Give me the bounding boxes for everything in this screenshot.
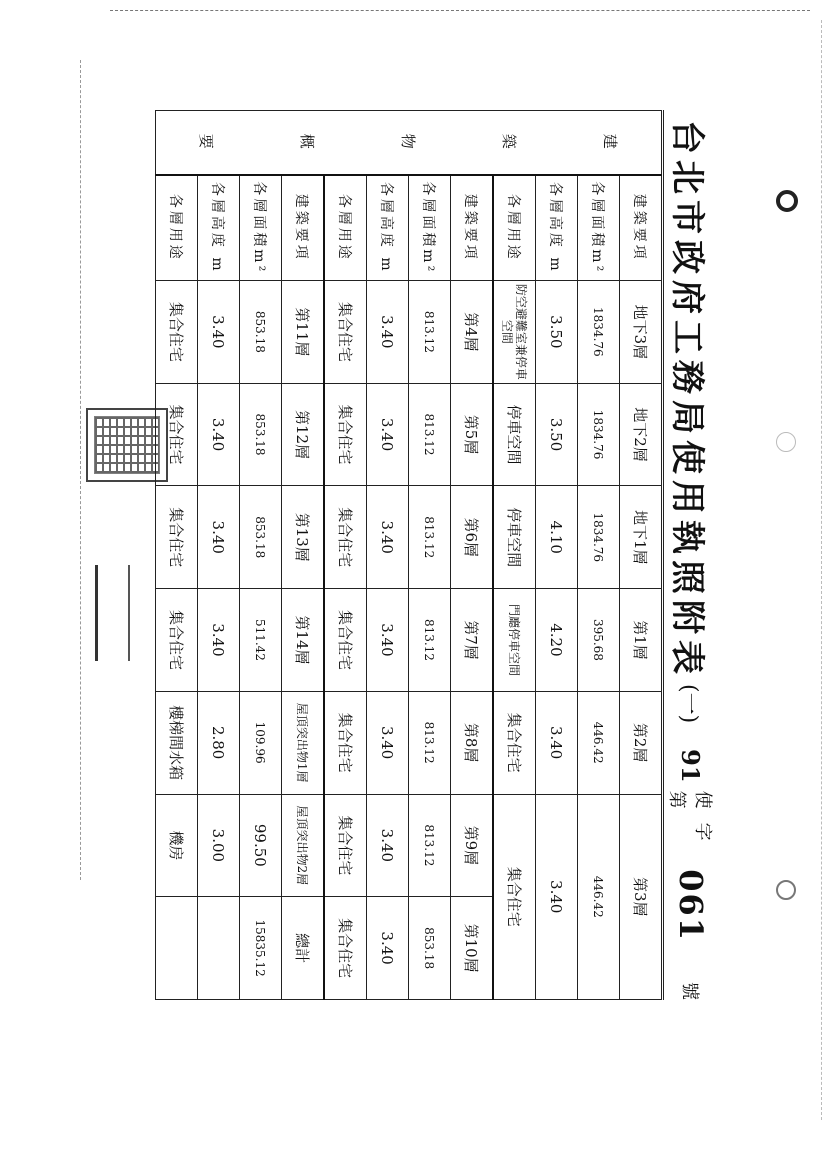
cell-height: 4.10 [536,486,578,589]
cell-height: 3.40 [367,281,409,384]
doc-number: 061 [672,869,710,942]
row-header-use: 各層用途 [324,175,367,281]
cell-area: 1834.76 [578,383,620,486]
cell-item: 第1層 [620,589,662,692]
cell-height: 3.40 [367,691,409,794]
handwritten-signature [95,565,130,661]
cell-use: 集合住宅 [324,589,367,692]
cell-use: 集合住宅 [324,486,367,589]
cell-use: 停車空間 [493,383,536,486]
left-margin-line [80,60,81,880]
cell-use: 集合住宅 [324,897,367,1000]
row-header-use: 各層用途 [156,175,198,281]
cell-use: 集合住宅 [324,281,367,384]
cell-height: 3.40 [198,486,240,589]
cell-use: 集合住宅 [156,281,198,384]
cell-item: 第2層 [620,691,662,794]
cell-use: 停車空間 [493,486,536,589]
cell-height: 3.50 [536,383,578,486]
side-label-char: 要 [197,133,215,151]
row-header-item: 建築要項 [282,175,325,281]
cell-height: 3.40 [198,281,240,384]
cell-use: 集合住宅 [493,691,536,794]
cell-item: 地下3層 [620,281,662,384]
cell-area: 853.18 [240,486,282,589]
table-row [367,111,409,1000]
row-header-height: 各層高度 m [367,175,409,281]
cell-item: 第5層 [451,383,494,486]
table-row [240,111,282,1000]
cell-area: 813.12 [409,589,451,692]
cell-item: 第7層 [451,589,494,692]
cell-item: 第12層 [282,383,325,486]
row-header-item: 建築要項 [451,175,494,281]
cell-height: 3.40 [367,486,409,589]
cell-height: 3.40 [367,897,409,1000]
table-row [578,111,620,1000]
cell-area: 813.12 [409,383,451,486]
cell-use: 門廳停車空間 [493,589,536,692]
cell-use: 機房 [156,794,198,897]
sheet-header [663,110,718,1000]
cell-area: 853.18 [409,897,451,1000]
license-appendix-sheet [148,110,718,1000]
cell-item: 第4層 [451,281,494,384]
cell-area: 446.42 [578,794,620,999]
cell-use: 集合住宅 [324,794,367,897]
cell-height: 3.50 [536,281,578,384]
building-summary-table [155,110,662,1000]
cell-area: 813.12 [409,794,451,897]
row-header-area: 各層面積m² [240,175,282,281]
cell-area: 813.12 [409,281,451,384]
cell-item: 第3層 [620,794,662,999]
cell-area: 395.68 [578,589,620,692]
cell-item: 第11層 [282,281,325,384]
cell-use: 防空避難室兼停車空間 [493,281,536,384]
cell-item: 屋頂突出物1層 [282,691,325,794]
cell-item: 第10層 [451,897,494,1000]
cell-area: 511.42 [240,589,282,692]
cell-area: 813.12 [409,691,451,794]
table-row [409,111,451,1000]
punch-hole-icon [776,190,798,212]
cell-use: 集合住宅 [324,383,367,486]
table-row [536,111,578,1000]
cell-height: 3.40 [536,691,578,794]
row-header-height: 各層高度 m [536,175,578,281]
doc-number-prefix: 91 [676,749,706,783]
cell-area: 853.18 [240,383,282,486]
right-margin-line [821,20,822,1120]
cell-height: 3.00 [198,794,240,897]
table-row [198,111,240,1000]
cell-item: 地下2層 [620,383,662,486]
cell-use: 集合住宅 [156,589,198,692]
cell-item: 第14層 [282,589,325,692]
cell-item: 地下1層 [620,486,662,589]
side-label-char: 築 [500,133,518,151]
table-row [324,111,367,1000]
cell-area: 1834.76 [578,281,620,384]
row-header-use: 各層用途 [493,175,536,281]
cell-height: 4.20 [536,589,578,692]
cell-area: 813.12 [409,486,451,589]
cell-height: 3.40 [536,794,578,999]
row-header-item: 建築要項 [620,175,662,281]
side-label-char: 物 [399,133,417,151]
table-row [451,111,494,1000]
cell-height: 3.40 [198,383,240,486]
cell-use: 集合住宅 [156,383,198,486]
cell-height: 3.40 [367,383,409,486]
punch-hole-icon [776,432,796,452]
side-label [156,111,662,175]
cell-area: 109.96 [240,691,282,794]
cell-height: 3.40 [198,589,240,692]
table-row [156,111,198,1000]
cell-area: 15835.12 [240,897,282,1000]
side-label-char: 建 [601,133,619,151]
cell-item: 第13層 [282,486,325,589]
cell-height: 2.80 [198,691,240,794]
row-header-area: 各層面積m² [409,175,451,281]
table-row [620,111,662,1000]
cell-item: 第8層 [451,691,494,794]
cell-area: 99.50 [240,794,282,897]
cell-item: 第9層 [451,794,494,897]
cell-item: 總計 [282,897,325,1000]
cell-height [198,897,240,1000]
cell-use: 集合住宅 [324,691,367,794]
side-label-char: 概 [298,133,316,151]
cell-item: 第6層 [451,486,494,589]
row-header-area: 各層面積m² [578,175,620,281]
page-title: 台北市政府工務局使用執照附表 [667,120,708,680]
cell-area: 446.42 [578,691,620,794]
table-row [282,111,325,1000]
table-row [493,111,536,1000]
cell-height: 3.40 [367,589,409,692]
cell-area: 853.18 [240,281,282,384]
top-border-line [110,10,810,11]
title-suffix: (一) [676,684,702,724]
cell-use: 集合住宅 [156,486,198,589]
punch-hole-icon [776,880,796,900]
cell-height: 3.40 [367,794,409,897]
cell-area: 1834.76 [578,486,620,589]
doc-number-suffix: 號 [679,982,700,1000]
cell-use [156,897,198,1000]
cell-use: 樓梯間水箱 [156,691,198,794]
cell-use: 集合住宅 [493,794,536,999]
row-header-height: 各層高度 m [198,175,240,281]
doc-number-middle: 使字第 [666,790,713,855]
cell-item: 屋頂突出物2層 [282,794,325,897]
